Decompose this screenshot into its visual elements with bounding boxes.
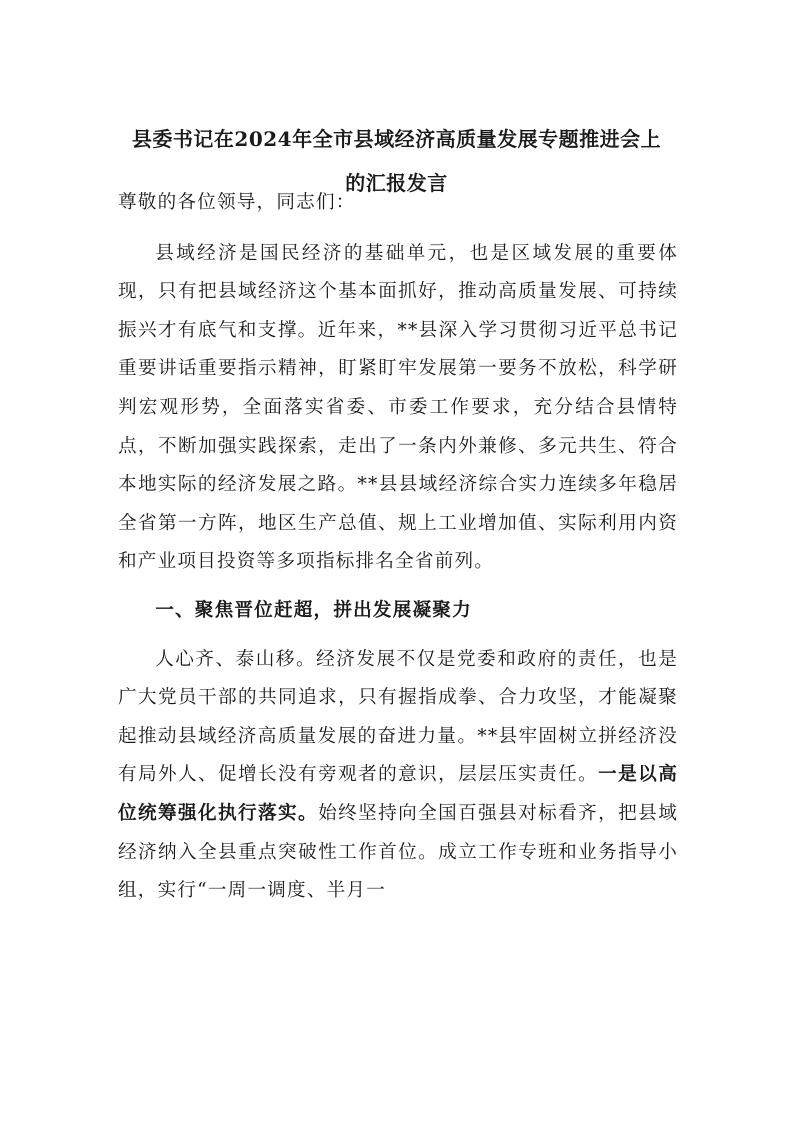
paragraph-section-1-text-a: 人心齐、泰山移。经济发展不仅是党委和政府的责任，也是广大党员干部的共同追求，只有握指成拳、合力攻坚，才能凝聚起推动县域经济高质量发展的奋进力量。**县牢固树立拼经济没有局外人、促增长没有旁观者的意识，层层压实责任。	[118, 648, 678, 786]
document-body	[118, 184, 678, 911]
title-line-1: 县委书记在2024年全市县域经济高质量发展专题推进会上	[131, 127, 662, 151]
paragraph-section-1-bold: 一是以高位统筹强化执行落实。	[118, 764, 678, 824]
paragraph-section-1	[118, 641, 678, 911]
title-line-2: 的汇报发言	[345, 171, 448, 195]
section-heading-1: 一、聚焦晋位赶超，拼出发展凝聚力	[155, 599, 472, 621]
paragraph-intro: 县域经济是国民经济的基础单元，也是区域发展的重要体现，只有把县域经济这个基本面抓好，推动高质量发展、可持续振兴才有底气和支撑。近年来，**县深入学习贯彻习近平总书记重要讲话重要指示精神，盯紧盯牢发展第一要务不放松，科学研判宏观形势，全面落实省委、市委工作要求，充分结合县情特点，不断加强实践探索，走出了一条内外兼修、多元共生、符合本地实际的经济发展之路。**县县域经济综合实力连续多年稳居全省第一方阵，地区生产总值、规上工业增加值、实际利用内资和产业项目投资等多项指标排名全省前列。	[118, 242, 678, 573]
paragraph-section-1-text-b: 始终坚持向全国百强县对标看齐，把县域经济纳入全县重点突破性工作首位。成立工作专班和业务指导小组，实行“一周一调度、半月一	[118, 802, 678, 902]
salutation: 尊敬的各位领导，同志们：	[118, 192, 356, 213]
